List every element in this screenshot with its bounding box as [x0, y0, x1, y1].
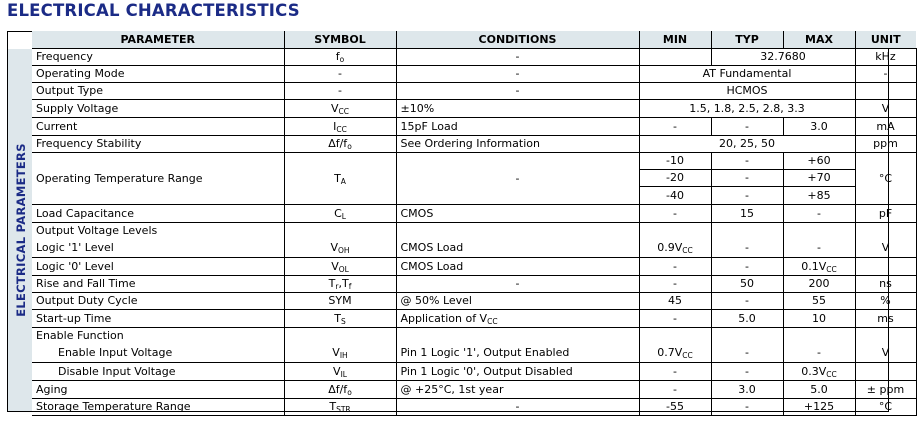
- header-max: MAX: [783, 31, 855, 48]
- table-row: [32, 327, 916, 344]
- conditions-load-capacitance: CMOS: [396, 204, 639, 222]
- value-frequency-stability: 20, 25, 50: [639, 135, 855, 152]
- unit-logic-1: V: [855, 239, 916, 257]
- symbol-disable-input: $V_{IL}$: [284, 362, 396, 380]
- table-row: [32, 275, 916, 292]
- max-enable-input: -: [783, 344, 855, 362]
- min-operating-temp: -40: [639, 186, 711, 204]
- max-logic-0: $0.1V_{CC}$: [783, 257, 855, 275]
- typ-disable-input: -: [711, 362, 783, 380]
- conditions-output-type: -: [396, 82, 639, 99]
- conditions-logic-0: CMOS Load: [396, 257, 639, 275]
- header-typ: TYP: [711, 31, 783, 48]
- table-row: [32, 82, 916, 99]
- unit-logic-0: [855, 257, 916, 275]
- min-duty-cycle: 45: [639, 292, 711, 309]
- min-logic-1: $0.9V_{CC}$: [639, 239, 711, 257]
- table-row: [32, 99, 916, 117]
- conditions-enable-input: Pin 1 Logic '1', Output Enabled: [396, 344, 639, 362]
- max-current: 3.0: [783, 117, 855, 135]
- table-header-row: [32, 31, 916, 48]
- unit-output-type: [855, 82, 916, 99]
- header-min: MIN: [639, 31, 711, 48]
- min-disable-input: -: [639, 362, 711, 380]
- unit-operating-mode: -: [855, 65, 916, 82]
- min-aging: -: [639, 380, 711, 398]
- value-supply-voltage: 1.5, 1.8, 2.5, 2.8, 3.3: [639, 99, 855, 117]
- param-output-voltage-levels: Output Voltage Levels: [32, 222, 284, 239]
- unit-storage-temp: °C: [855, 398, 916, 415]
- conditions-aging: @ +25°C, 1st year: [396, 380, 639, 398]
- unit-disable-input: [855, 362, 916, 380]
- max-operating-temp: +60: [783, 152, 855, 169]
- max-operating-temp: +85: [783, 186, 855, 204]
- value-output-type: HCMOS: [639, 82, 855, 99]
- table-row: [32, 362, 916, 380]
- max-operating-temp: +70: [783, 169, 855, 186]
- symbol-frequency-stability: $\Delta f/f_o$: [284, 135, 396, 152]
- table-row: [32, 135, 916, 152]
- conditions-startup: Application of $V_{CC}$: [396, 309, 639, 327]
- symbol-operating-temp: $T_A$: [284, 152, 396, 204]
- param-operating-temp: Operating Temperature Range: [32, 152, 284, 204]
- conditions-current: 15pF Load: [396, 117, 639, 135]
- typ-aging: 3.0: [711, 380, 783, 398]
- typ-logic-0: -: [711, 257, 783, 275]
- param-duty-cycle: Output Duty Cycle: [32, 292, 284, 309]
- page-title: ELECTRICAL CHARACTERISTICS: [7, 1, 300, 20]
- max-duty-cycle: 55: [783, 292, 855, 309]
- max-disable-input: $0.3V_{CC}$: [783, 362, 855, 380]
- param-enable-input: Enable Input Voltage: [32, 344, 284, 362]
- max-rise-fall: 200: [783, 275, 855, 292]
- conditions-supply-voltage: ±10%: [396, 99, 639, 117]
- param-aging: Aging: [32, 380, 284, 398]
- max-load-capacitance: -: [783, 204, 855, 222]
- symbol-duty-cycle: SYM: [284, 292, 396, 309]
- max-logic-1: -: [783, 239, 855, 257]
- table-row: [32, 152, 916, 169]
- typ-duty-cycle: -: [711, 292, 783, 309]
- typ-startup: 5.0: [711, 309, 783, 327]
- table-row: [32, 222, 916, 239]
- unit-startup: ms: [855, 309, 916, 327]
- table-row: [32, 309, 916, 327]
- min-operating-temp: -10: [639, 152, 711, 169]
- symbol-output-type: -: [284, 82, 396, 99]
- param-supply-voltage: Supply Voltage: [32, 99, 284, 117]
- unit-frequency-stability: ppm: [855, 135, 916, 152]
- table-row: [32, 380, 916, 398]
- table-row: [32, 292, 916, 309]
- min-startup: -: [639, 309, 711, 327]
- conditions-logic-1: CMOS Load: [396, 239, 639, 257]
- min-current: -: [639, 117, 711, 135]
- symbol-startup: $T_S$: [284, 309, 396, 327]
- typ-current: -: [711, 117, 783, 135]
- min-frequency: [639, 48, 711, 65]
- param-startup: Start-up Time: [32, 309, 284, 327]
- param-load-capacitance: Load Capacitance: [32, 204, 284, 222]
- param-current: Current: [32, 117, 284, 135]
- header-unit: UNIT: [855, 31, 916, 48]
- symbol-rise-fall: $T_r,T_f$: [284, 275, 396, 292]
- min-storage-temp: -55: [639, 398, 711, 415]
- unit-rise-fall: ns: [855, 275, 916, 292]
- param-frequency: Frequency: [32, 48, 284, 65]
- conditions-disable-input: Pin 1 Logic '0', Output Disabled: [396, 362, 639, 380]
- symbol-aging: $\Delta f/f_o$: [284, 380, 396, 398]
- table-row: [32, 257, 916, 275]
- unit-aging: ± ppm: [855, 380, 916, 398]
- param-operating-mode: Operating Mode: [32, 65, 284, 82]
- symbol-frequency: $f_o$: [284, 48, 396, 65]
- typ-operating-temp: -: [711, 169, 783, 186]
- conditions-duty-cycle: @ 50% Level: [396, 292, 639, 309]
- param-disable-input: Disable Input Voltage: [32, 362, 284, 380]
- table-row: [32, 398, 916, 415]
- table-row: [32, 48, 916, 65]
- max-startup: 10: [783, 309, 855, 327]
- unit-operating-temp: °C: [855, 152, 916, 204]
- header-symbol: SYMBOL: [284, 31, 396, 48]
- min-operating-temp: -20: [639, 169, 711, 186]
- conditions-operating-temp: -: [396, 152, 639, 204]
- min-logic-0: -: [639, 257, 711, 275]
- max-storage-temp: +125: [783, 398, 855, 415]
- typ-operating-temp: -: [711, 186, 783, 204]
- table-row: [32, 117, 916, 135]
- header-parameter: PARAMETER: [32, 31, 284, 48]
- typ-operating-temp: -: [711, 152, 783, 169]
- typ-storage-temp: -: [711, 398, 783, 415]
- table-row: [32, 65, 916, 82]
- typ-load-capacitance: 15: [711, 204, 783, 222]
- typ-frequency: 32.7680: [711, 48, 855, 65]
- param-rise-fall: Rise and Fall Time: [32, 275, 284, 292]
- symbol-load-capacitance: $C_L$: [284, 204, 396, 222]
- electrical-characteristics-table: [32, 31, 917, 416]
- max-aging: 5.0: [783, 380, 855, 398]
- table-row: [32, 344, 916, 362]
- min-rise-fall: -: [639, 275, 711, 292]
- sidebar-label: ELECTRICAL PARAMETERS: [14, 143, 28, 317]
- unit-duty-cycle: %: [855, 292, 916, 309]
- table-row: [32, 204, 916, 222]
- unit-current: mA: [855, 117, 916, 135]
- param-logic-0: Logic '0' Level: [32, 257, 284, 275]
- param-logic-1: Logic '1' Level: [32, 239, 284, 257]
- typ-logic-1: -: [711, 239, 783, 257]
- header-conditions: CONDITIONS: [396, 31, 639, 48]
- symbol-logic-0: $V_{OL}$: [284, 257, 396, 275]
- conditions-frequency: -: [396, 48, 639, 65]
- symbol-operating-mode: -: [284, 65, 396, 82]
- param-enable-function: Enable Function: [32, 327, 284, 344]
- param-frequency-stability: Frequency Stability: [32, 135, 284, 152]
- conditions-storage-temp: -: [396, 398, 639, 415]
- unit-supply-voltage: V: [855, 99, 916, 117]
- min-load-capacitance: -: [639, 204, 711, 222]
- unit-frequency: kHz: [855, 48, 916, 65]
- unit-load-capacitance: pF: [855, 204, 916, 222]
- min-enable-input: $0.7V_{CC}$: [639, 344, 711, 362]
- symbol-current: $I_{CC}$: [284, 117, 396, 135]
- symbol-enable-input: $V_{IH}$: [284, 344, 396, 362]
- param-output-type: Output Type: [32, 82, 284, 99]
- conditions-frequency-stability: See Ordering Information: [396, 135, 639, 152]
- conditions-rise-fall: -: [396, 275, 639, 292]
- table-row: [32, 239, 916, 257]
- symbol-storage-temp: $T_{STR}$: [284, 398, 396, 415]
- value-operating-mode: AT Fundamental: [639, 65, 855, 82]
- unit-enable-input: V: [855, 344, 916, 362]
- param-storage-temp: Storage Temperature Range: [32, 398, 284, 415]
- conditions-operating-mode: -: [396, 65, 639, 82]
- typ-rise-fall: 50: [711, 275, 783, 292]
- symbol-logic-1: $V_{OH}$: [284, 239, 396, 257]
- symbol-supply-voltage: $V_{CC}$: [284, 99, 396, 117]
- typ-enable-input: -: [711, 344, 783, 362]
